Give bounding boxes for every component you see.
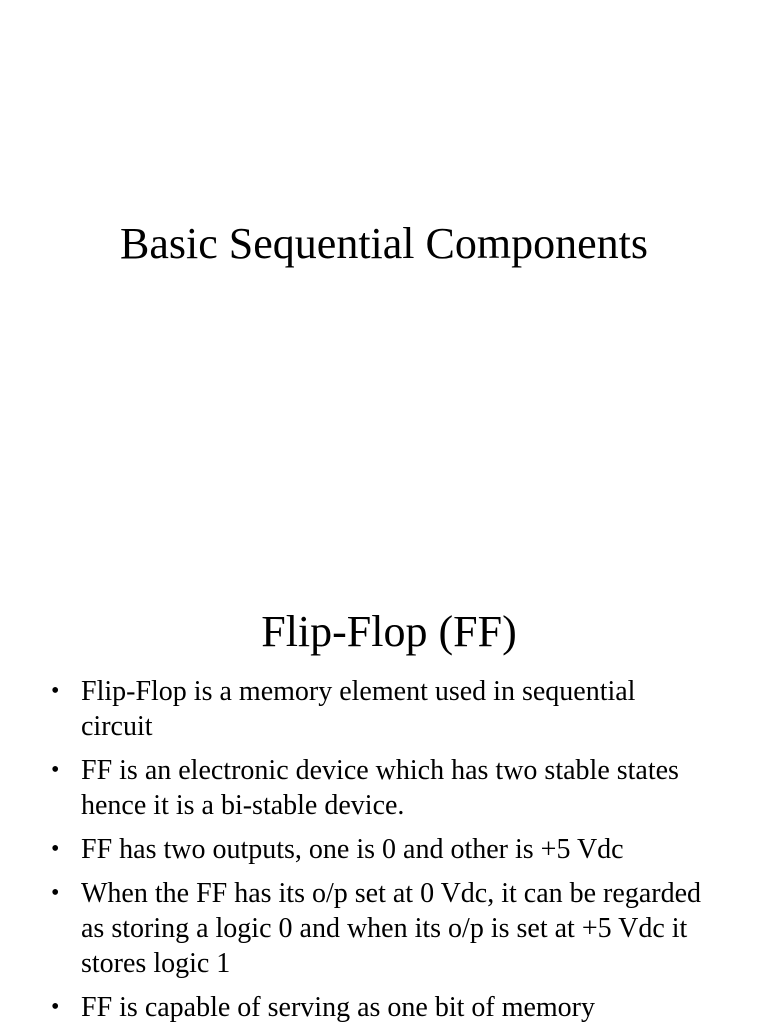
bullet-text: Flip-Flop is a memory element used in sequential circuit bbox=[81, 676, 636, 742]
bullet-text: When the FF has its o/p set at 0 Vdc, it can be regarded as storing a logic 0 and when its o/p is set at +5 Vdc it stores logic 1 bbox=[81, 878, 701, 979]
bullet-item bbox=[50, 753, 710, 823]
bullet-icon: • bbox=[51, 836, 60, 862]
bullet-text: FF is capable of serving as one bit of memory bbox=[81, 992, 596, 1023]
bullet-item bbox=[50, 990, 710, 1025]
bullet-item bbox=[50, 674, 710, 744]
bullet-icon: • bbox=[51, 757, 60, 783]
bullet-list bbox=[50, 674, 710, 1034]
bullet-icon: • bbox=[51, 678, 60, 704]
bullet-item bbox=[50, 832, 710, 867]
bullet-icon: • bbox=[51, 880, 60, 906]
bullet-text: FF has two outputs, one is 0 and other is +5 Vdc bbox=[81, 834, 624, 865]
slide-2-title: Flip-Flop (FF) bbox=[261, 607, 517, 656]
slide-1-title: Basic Sequential Components bbox=[120, 219, 648, 268]
slide-2 bbox=[0, 576, 768, 1024]
bullet-icon: • bbox=[51, 994, 60, 1020]
bullet-text: FF is an electronic device which has two stable states hence it is a bi-stable device. bbox=[81, 755, 679, 821]
bullet-item bbox=[50, 876, 710, 981]
